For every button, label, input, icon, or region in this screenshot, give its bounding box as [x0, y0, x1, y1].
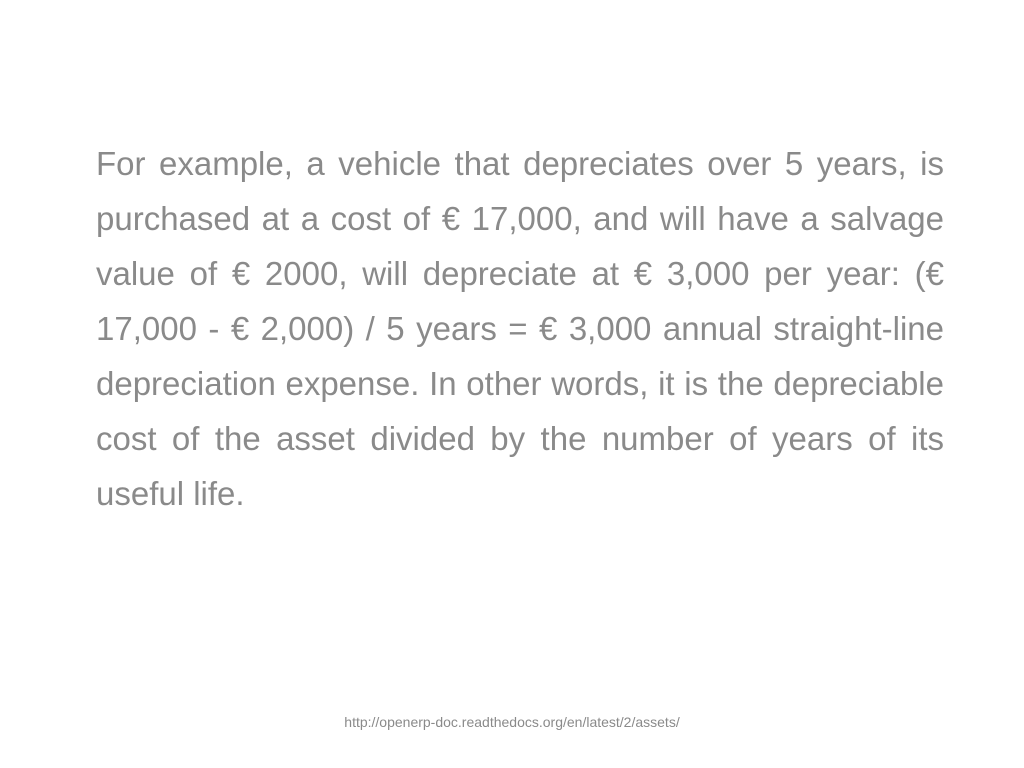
slide-body-text: For example, a vehicle that depreciates over 5 years, is purchased at a cost of € 17,000, and will have a salvage value of € 2000, will depreciate at € 3,000 per year: (€ 17,000 - € 2,000) / 5 years = € 3,000 annual straight-line depreciation expense. In other words, it is the depreciable cost of the asset divided by the number of years of its useful life.	[96, 145, 944, 512]
source-link[interactable]: http://openerp-doc.readthedocs.org/en/latest/2/assets/	[344, 714, 680, 730]
